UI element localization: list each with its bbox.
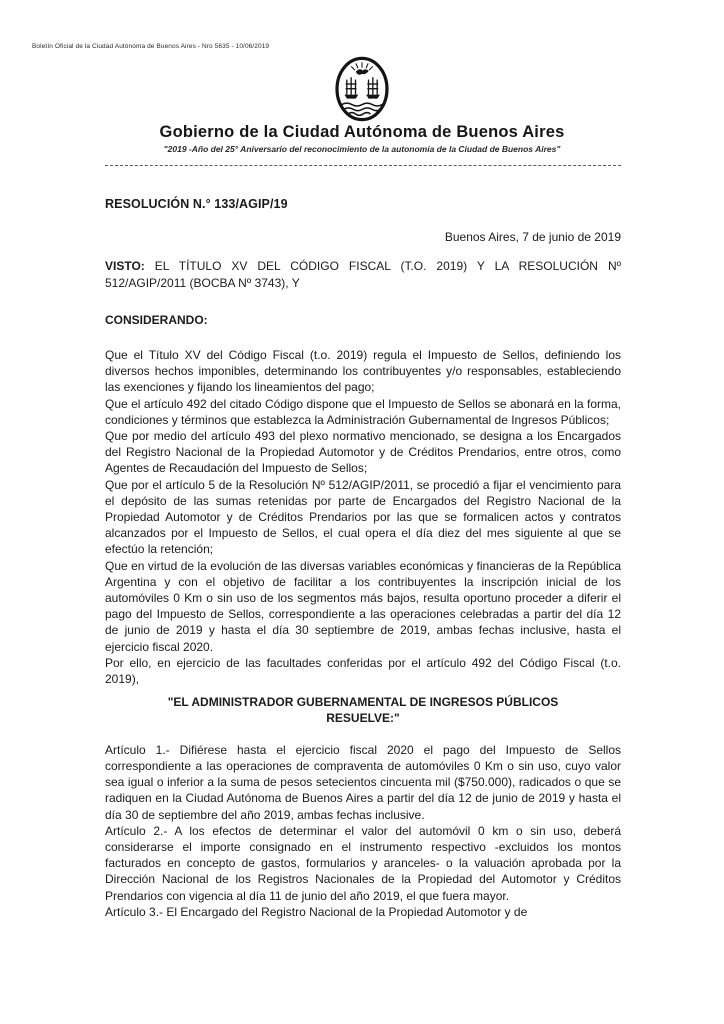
government-title: Gobierno de la Ciudad Autónoma de Buenos Aires (159, 123, 565, 141)
resolution-number: RESOLUCIÓN N.° 133/AGIP/19 (105, 197, 288, 211)
resolve-heading-line2: RESUELVE:" (326, 711, 400, 726)
visto-text: EL TÍTULO XV DEL CÓDIGO FISCAL (T.O. 2019) Y LA RESOLUCIÓN Nº 512/AGIP/2011 (BOCBA Nº 3743), Y (105, 259, 621, 290)
considerando-clause: Que el Título XV del Código Fiscal (t.o. 2019) regula el Impuesto de Sellos, definiendo los diversos hechos imponibles, determinando los contribuyentes y/o responsables, estableciendo las exenciones y fijando los lineamientos del pago; (105, 348, 621, 395)
resolution-body (105, 166, 621, 920)
buenos-aires-coat-of-arms-icon (333, 56, 391, 122)
considerando-label: CONSIDERANDO: (105, 312, 208, 327)
article-3: Artículo 3.- El Encargado del Registro Nacional de la Propiedad Automotor y de (105, 904, 528, 919)
por-ello-clause: Por ello, en ejercicio de las facultades conferidas por el artículo 492 del Código Fiscal (t.o. 2019), (105, 655, 621, 687)
visto-label: VISTO: (105, 259, 145, 274)
resolve-heading-line1: "EL ADMINISTRADOR GUBERNAMENTAL DE INGRESOS PÚBLICOS (167, 695, 559, 710)
masthead (0, 56, 724, 154)
boletin-header-line: Boletín Oficial de la Ciudad Autónoma de Buenos Aires - Nro 5635 - 10/06/2019 (32, 43, 270, 50)
visto-paragraph (105, 258, 621, 290)
dateline: Buenos Aires, 7 de junio de 2019 (444, 230, 621, 245)
considerando-clause: Que por medio del artículo 493 del plexo normativo mencionado, se designa a los Encargados del Registro Nacional de la Propiedad Automotor y de Créditos Prendarios, entre otros, como Agentes de Recaudación del Impuesto de Sellos; (105, 429, 621, 476)
considerando-clause: Que por el artículo 5 de la Resolución Nº 512/AGIP/2011, se procedió a fijar el vencimiento para el depósito de las sumas retenidas por parte de Encargados del Registro Nacional de la Propiedad Automotor y de Créditos Prendarios por las que se formalicen actos y contratos alcanzados por el Impuesto de Sellos, el cual opera el día diez del mes siguiente al que se efectúo la retención; (105, 477, 621, 557)
considerando-clauses (105, 347, 621, 687)
resolve-heading (105, 694, 621, 726)
considerando-clause: Que el artículo 492 del citado Código dispone que el Impuesto de Sellos se abonará en la forma, condiciones y términos que establezca la Administración Gubernamental de Ingresos Públicos; (105, 396, 621, 427)
article-2: Artículo 2.- A los efectos de determinar el valor del automóvil 0 km o sin uso, deberá considerarse el importe consignado en el instrumento respectivo -excluidos los montos facturados en concepto de gastos, formularios y aranceles- o la valuación aprobada por la Dirección Nacional de los Registros Nacionales de la Propiedad del Automotor y Créditos Prendarios con vigencia al día 11 de junio del año 2019, el que fuera mayor. (105, 823, 621, 903)
article-1: Artículo 1.- Difiérese hasta el ejercicio fiscal 2020 el pago del Impuesto de Sellos correspondiente a las operaciones de compraventa de automóviles 0 Km o sin uso, cuyo valor sea igual o inferior a la suma de pesos setecientos cincuenta mil ($750.000), radicados o que se radiquen en la Ciudad Autónoma de Buenos Aires a partir del día 12 de junio de 2019 y hasta el día 30 de septiembre del año 2019, ambas fechas inclusive. (105, 742, 621, 822)
articles (105, 742, 621, 920)
year-motto: "2019 -Año del 25° Aniversario del reconocimiento de la autonomía de la Ciudad de Buenos Aires" (163, 144, 561, 154)
considerando-clause: Que en virtud de la evolución de las diversas variables económicas y financieras de la República Argentina y con el objetivo de facilitar a los contribuyentes la inscripción inicial de los automóviles 0 Km o sin uso de los segmentos más bajos, resulta oportuno proceder a diferir el pago del Impuesto de Sellos, correspondiente a las operaciones celebradas a partir del día 12 de junio de 2019 y hasta el día 30 septiembre de 2019, ambas fechas inclusive, hasta el ejercicio fiscal 2020. (105, 558, 621, 654)
